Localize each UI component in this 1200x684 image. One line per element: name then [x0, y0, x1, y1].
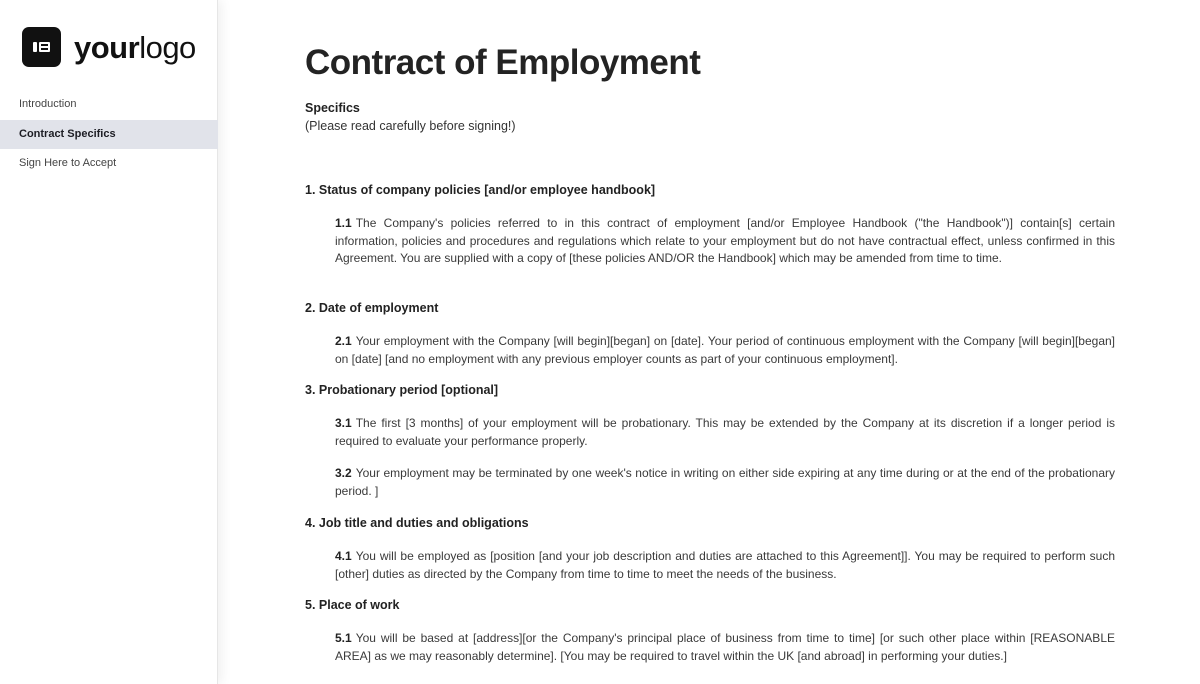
clause: 1.1 The Company's policies referred to in this contract of employment [and/or Employee Handbook ("the Handbook")] contain[s] certain information, policies and procedures and regulations which relate to your employment but do not have contractual effect, unless confirmed in this Agreement. You are supplied with a copy of [these policies AND/OR the Handbook] which may be amended from time to time. [335, 216, 1115, 266]
logo-mark-icon [22, 27, 61, 67]
section-heading: 5. Place of work [305, 598, 400, 612]
section-heading: 3. Probationary period [optional] [305, 383, 499, 397]
sidebar-item-introduction[interactable]: Introduction [19, 98, 77, 110]
section-heading: 2. Date of employment [305, 301, 439, 315]
section-heading: 4. Job title and duties and obligations [305, 516, 529, 530]
clause: 4.1 You will be employed as [position [and your job description and duties are attached to this Agreement]]. You may be required to perform such [other] duties as directed by the Company from time to time to meet the needs of the business. [335, 549, 1115, 581]
logo-text: yourlogo [74, 29, 196, 65]
section-heading: 1. Status of company policies [and/or employee handbook] [305, 183, 656, 197]
sidebar-item-sign-here[interactable]: Sign Here to Accept [19, 157, 117, 169]
page-title: Contract of Employment [305, 43, 701, 82]
clause: 5.1 You will be based at [address][or the Company's principal place of business from time to time] [or such other place within [REASONABLE AREA] as we may reasonably determine]. [You may be required to travel within the UK [and abroad] in performing your duties.] [335, 631, 1115, 663]
clause: 3.1 The first [3 months] of your employment will be probationary. This may be extended by the Company at its discretion if a longer period is required to evaluate your performance properly. [335, 416, 1115, 448]
sidebar-item-contract-specifics[interactable]: Contract Specifics [0, 120, 218, 150]
sidebar-nav [0, 90, 218, 179]
section-subhead: Specifics [305, 101, 360, 115]
logo[interactable] [22, 27, 196, 67]
reading-note: (Please read carefully before signing!) [305, 119, 516, 133]
clause: 3.2 Your employment may be terminated by one week's notice in writing on either side expiring at any time during or at the end of the probationary period. ] [335, 466, 1115, 498]
clause: 2.1 Your employment with the Company [will begin][began] on [date]. Your period of continuous employment with the Company [will begin][began] on [date] [and no employment with any previous employer counts as part of your continuous employment]. [335, 334, 1115, 366]
sidebar [0, 0, 218, 684]
